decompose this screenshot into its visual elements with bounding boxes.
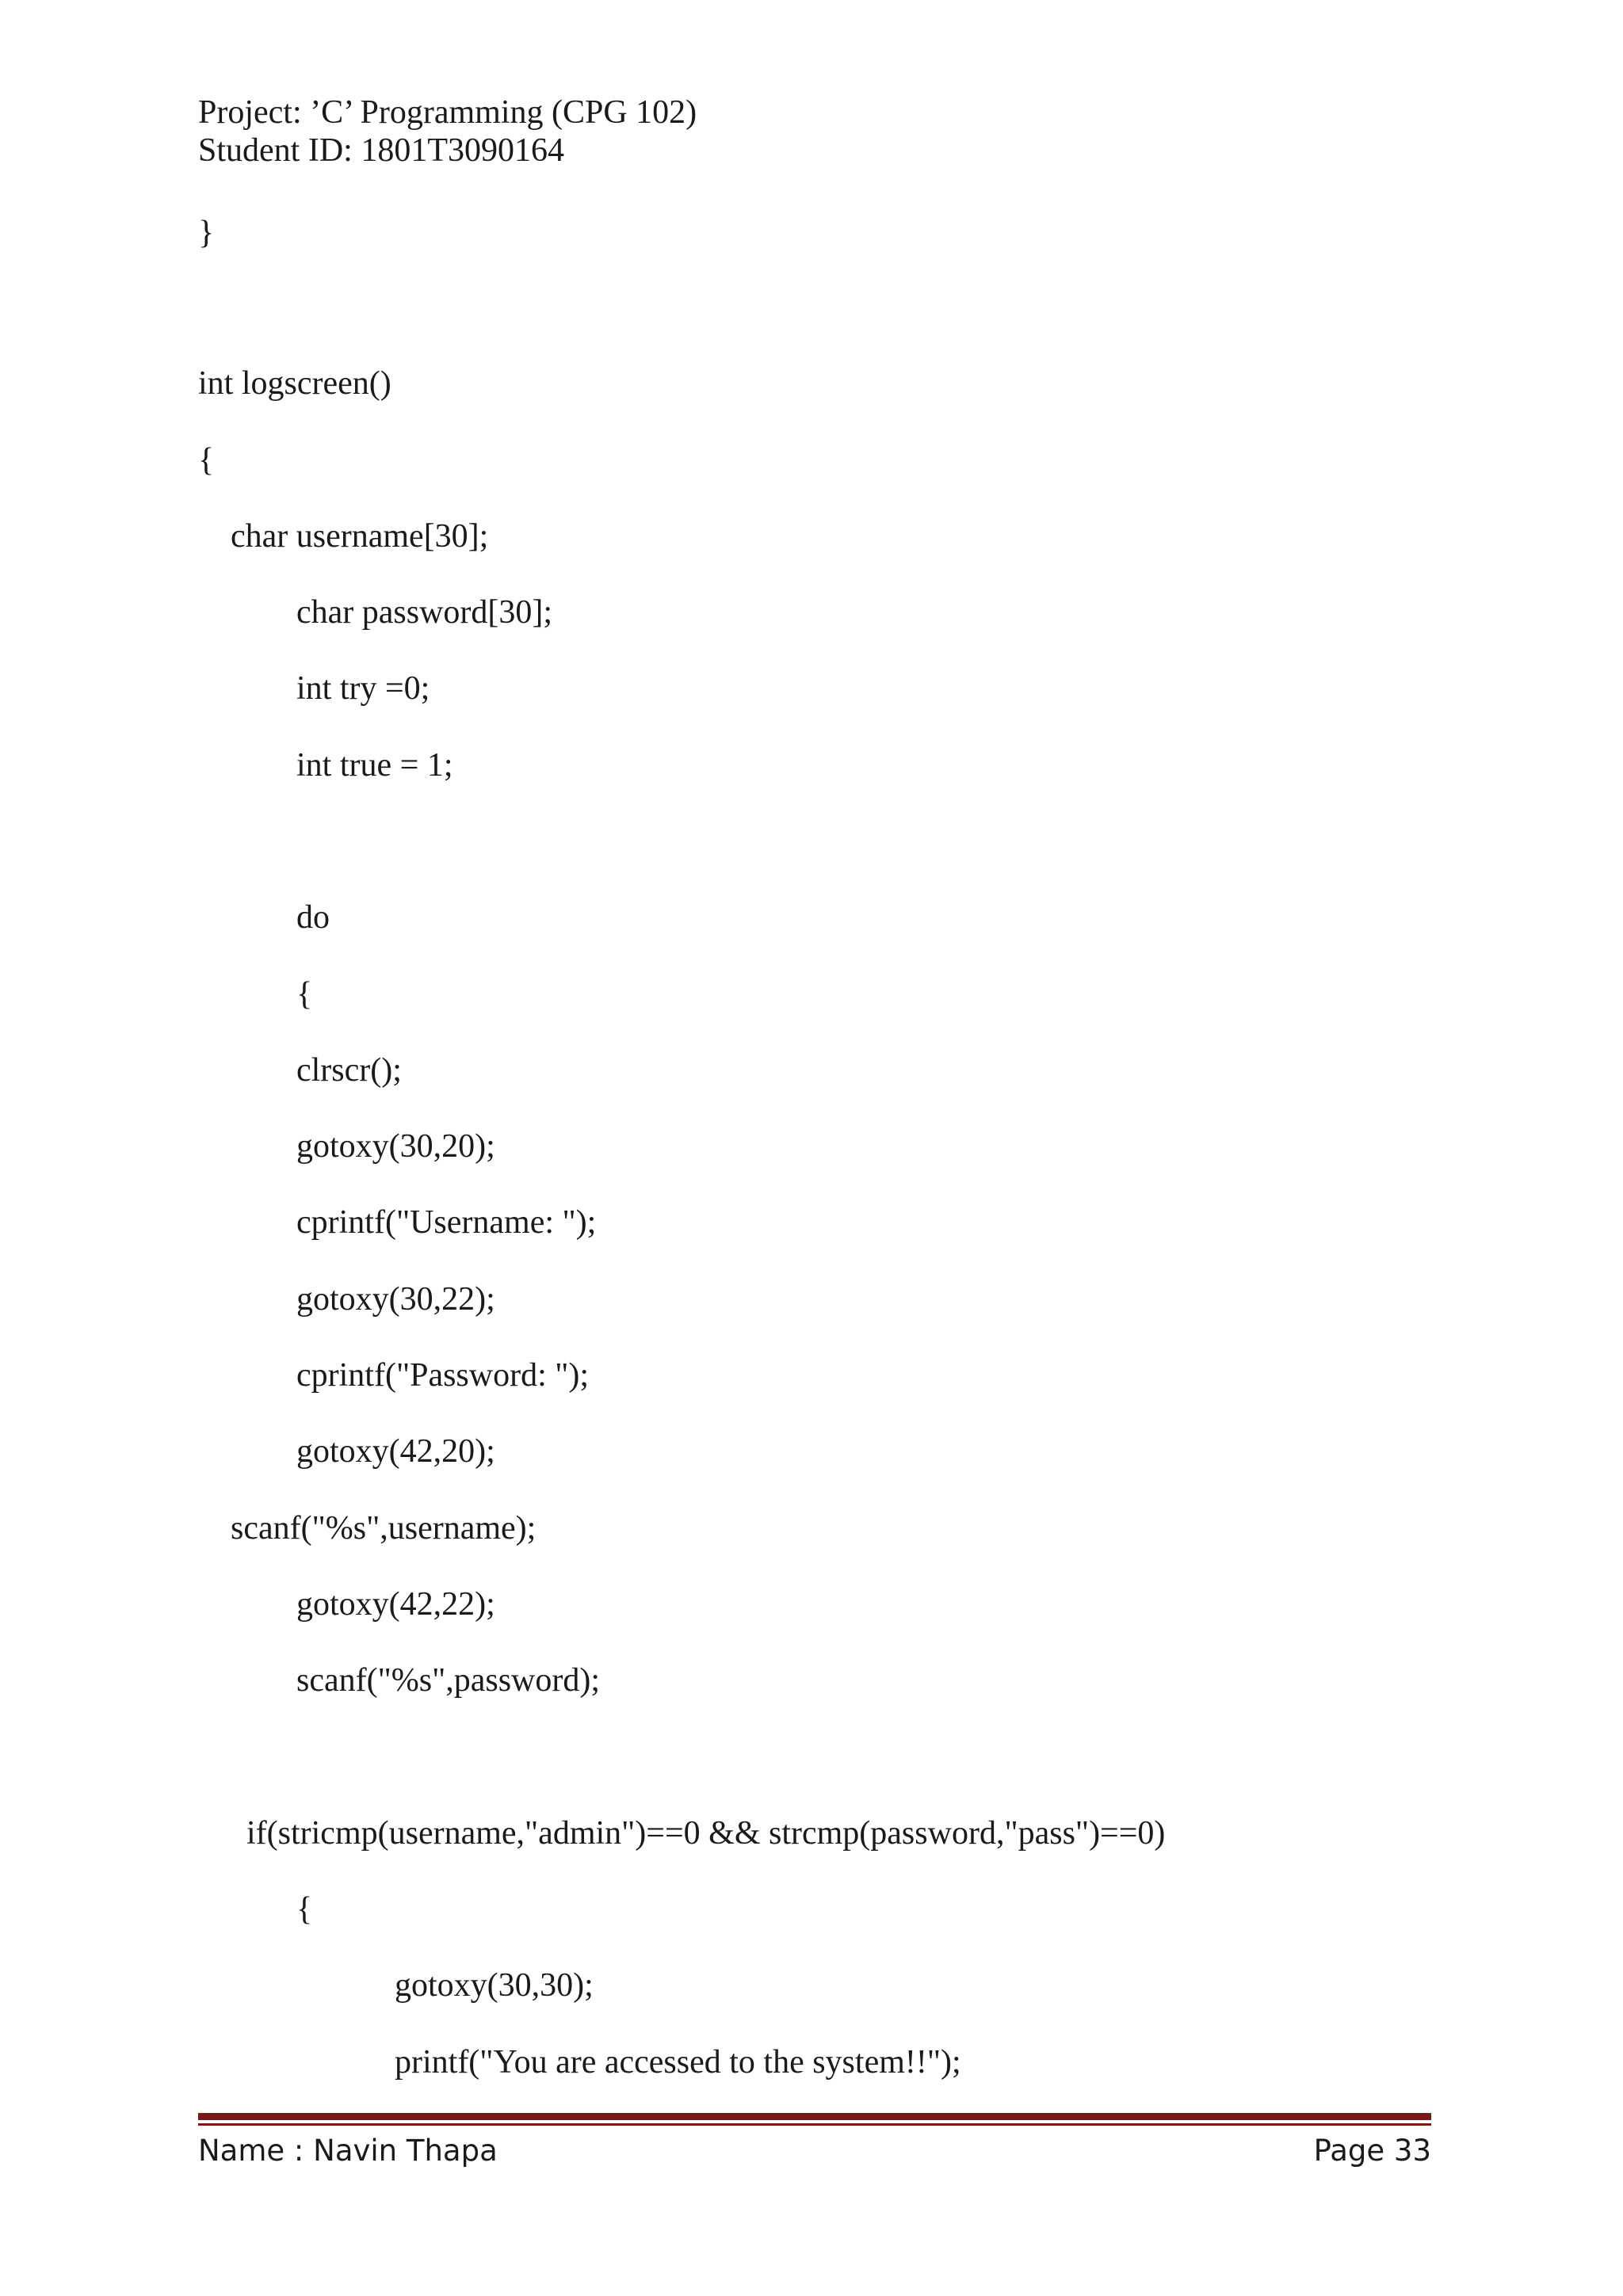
code-line: } [198, 215, 215, 251]
code-line: do [296, 899, 330, 936]
code-line: if(stricmp(username,"admin")==0 && strcmp(password,"pass")==0) [246, 1815, 1166, 1852]
code-line: gotoxy(30,22); [296, 1281, 495, 1318]
code-line: printf("You are accessed to the system!!"); [395, 2044, 961, 2081]
project-title: Project: ’C’ Programming (CPG 102) [198, 94, 697, 131]
code-line: scanf("%s",password); [296, 1662, 601, 1699]
code-line: char username[30]; [231, 518, 489, 555]
footer-author-name: Name : Navin Thapa [198, 2134, 498, 2168]
student-id: Student ID: 1801T3090164 [198, 132, 564, 169]
code-line: cprintf("Username: "); [296, 1204, 597, 1241]
code-line: gotoxy(30,20); [296, 1128, 495, 1165]
code-line: { [296, 976, 313, 1013]
code-line: clrscr(); [296, 1052, 402, 1089]
code-line: gotoxy(30,30); [395, 1967, 594, 2004]
code-line: int try =0; [296, 670, 430, 707]
footer-page-number: Page 33 [1313, 2134, 1431, 2168]
footer-divider-thin [198, 2123, 1431, 2126]
code-line: int logscreen() [198, 365, 391, 402]
page-header [198, 93, 697, 170]
code-line: gotoxy(42,20); [296, 1433, 495, 1470]
code-line: scanf("%s",username); [231, 1510, 537, 1547]
code-line: { [198, 442, 215, 479]
footer-divider-thick [198, 2113, 1431, 2120]
code-line: { [296, 1891, 313, 1928]
code-line: cprintf("Password: "); [296, 1357, 590, 1394]
code-line: int true = 1; [296, 747, 453, 784]
code-line: char password[30]; [296, 594, 553, 631]
code-line: gotoxy(42,22); [296, 1586, 495, 1623]
